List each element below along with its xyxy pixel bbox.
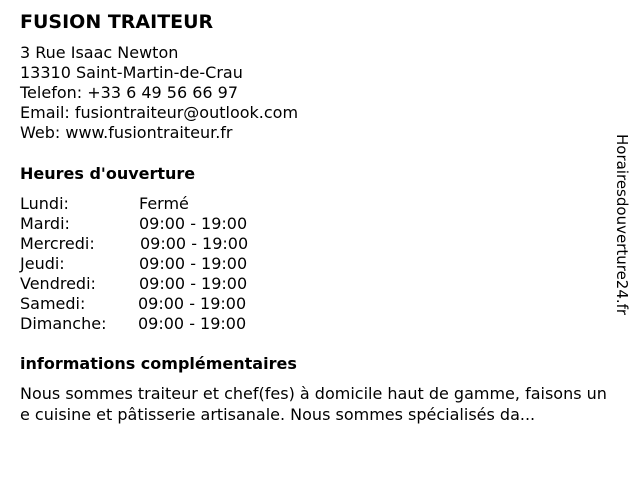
phone-number: Telefon: +33 6 49 56 66 97 <box>20 83 239 102</box>
address-city: 13310 Saint-Martin-de-Crau <box>20 63 243 82</box>
day-label: Mardi: <box>20 214 70 233</box>
address-street: 3 Rue Isaac Newton <box>20 43 179 62</box>
day-label: Vendredi: <box>20 274 96 293</box>
day-label: Samedi: <box>20 294 86 313</box>
day-hours: 09:00 - 19:00 <box>139 274 248 293</box>
hours-row-monday <box>20 194 280 214</box>
email-address: Email: fusiontraiteur@outlook.com <box>20 103 299 122</box>
hours-row-thursday <box>20 254 280 274</box>
day-hours: 09:00 - 19:00 <box>139 254 248 273</box>
additional-info-heading: informations complémentaires <box>20 354 297 373</box>
day-label: Mercredi: <box>20 234 95 253</box>
day-label: Dimanche: <box>20 314 107 333</box>
day-hours: Fermé <box>139 194 189 213</box>
day-hours: 09:00 - 19:00 <box>138 314 247 333</box>
hours-row-saturday <box>20 294 280 314</box>
hours-row-sunday <box>20 314 280 334</box>
opening-hours-table <box>20 194 280 334</box>
business-description: Nous sommes traiteur et chef(fes) à domicile haut de gamme, faisons une cuisine et pâtisserie artisanale. Nous sommes spécialisés da... <box>20 384 607 424</box>
watermark-text: Horairesdouverture24.fr <box>613 134 631 316</box>
website: Web: www.fusiontraiteur.fr <box>20 123 233 142</box>
contact-info <box>20 43 298 143</box>
day-label: Jeudi: <box>20 254 65 273</box>
hours-row-friday <box>20 274 280 294</box>
watermark <box>612 134 632 344</box>
hours-row-wednesday <box>20 234 280 254</box>
day-hours: 09:00 - 19:00 <box>138 294 247 313</box>
day-hours: 09:00 - 19:00 <box>139 214 248 233</box>
hours-row-tuesday <box>20 214 280 234</box>
business-name: FUSION TRAITEUR <box>20 11 214 33</box>
day-hours: 09:00 - 19:00 <box>140 234 249 253</box>
opening-hours-heading: Heures d'ouverture <box>20 164 196 183</box>
day-label: Lundi: <box>20 194 69 213</box>
